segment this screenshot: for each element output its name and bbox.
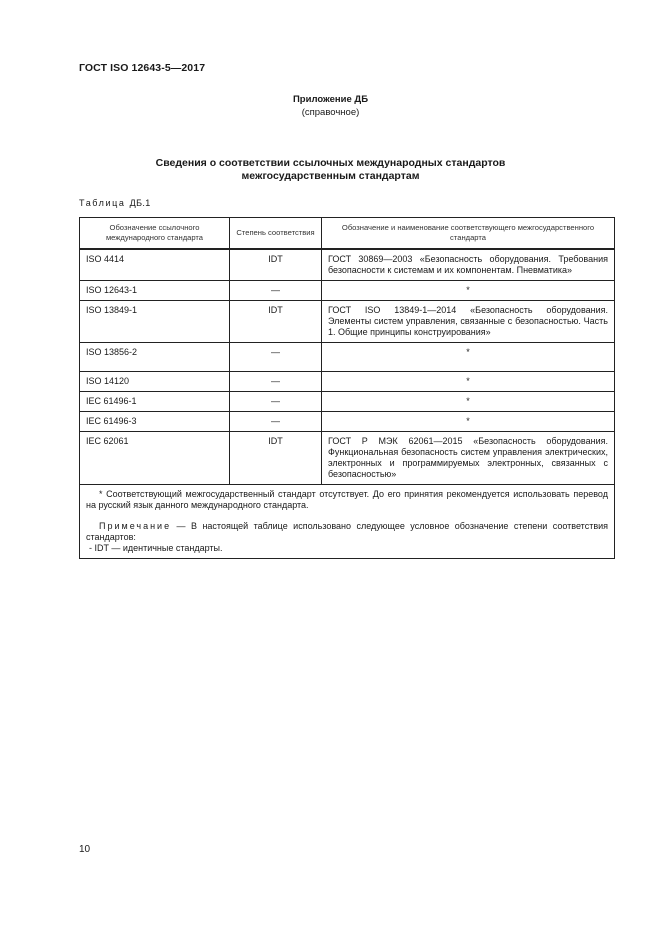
cell-degree: IDT <box>230 432 322 485</box>
section-title-line-1: Сведения о соответствии ссылочных международных стандартов <box>155 157 506 169</box>
appendix-title: Приложение ДБ <box>292 94 369 105</box>
table-caption-label: Таблица <box>79 198 126 208</box>
cell-national-standard: * <box>322 372 615 392</box>
cell-national-standard: ГОСТ Р МЭК 62061—2015 «Безопасность оборудования. Функциональная безопасность систем управления электрических, электронных и программируемых электронных, связанных с безопасностью» <box>322 432 615 485</box>
note-list-item: - IDT — идентичные стандарты. <box>89 543 223 553</box>
appendix-heading <box>0 93 661 119</box>
table-header-row <box>80 218 615 250</box>
table-row <box>80 392 615 412</box>
table-note <box>86 521 608 543</box>
cell-national-standard: * <box>322 343 615 372</box>
cell-intl-standard: IEC 62061 <box>80 432 230 485</box>
cell-national-standard: ГОСТ ISO 13849-1—2014 «Безопасность оборудования. Элементы систем управления, связанные с безопасностью. Часть 1. Общие принципы конструирования» <box>322 301 615 343</box>
cell-degree: — <box>230 392 322 412</box>
cell-degree: — <box>230 412 322 432</box>
cell-intl-standard: ISO 13849-1 <box>80 301 230 343</box>
cell-intl-standard: ISO 13856-2 <box>80 343 230 372</box>
document-code: ГОСТ ISO 12643-5—2017 <box>79 62 206 74</box>
correspondence-table <box>79 217 615 559</box>
table-row <box>80 343 615 372</box>
table-footnote: * Соответствующий межгосударственный стандарт отсутствует. До его принятия рекомендуется использовать перевод на русский язык данного международного стандарта. <box>86 489 608 510</box>
column-header-intl-standard: Обозначение ссылочного международного стандарта <box>80 218 230 250</box>
page-number: 10 <box>79 844 91 855</box>
cell-degree: IDT <box>230 249 322 281</box>
cell-degree: — <box>230 372 322 392</box>
cell-national-standard: ГОСТ 30869—2003 «Безопасность оборудования. Требования безопасности к системам и их компонентам. Пневматика» <box>322 249 615 281</box>
cell-intl-standard: ISO 4414 <box>80 249 230 281</box>
section-title-line-2: межгосударственным стандартам <box>241 170 420 182</box>
table-caption-number: ДБ.1 <box>129 198 151 208</box>
cell-degree: IDT <box>230 301 322 343</box>
table-row <box>80 301 615 343</box>
table-footnote-cell <box>80 485 615 559</box>
table-caption <box>79 198 151 208</box>
appendix-subtitle: (справочное) <box>301 107 360 118</box>
table-row <box>80 249 615 281</box>
table-footer-row <box>80 485 615 559</box>
cell-national-standard: * <box>322 281 615 301</box>
note-text: — В настоящей таблице использовано следующее условное обозначение степени соответствия стандартов: <box>86 521 608 542</box>
column-header-degree: Степень соответствия <box>230 218 322 250</box>
section-title <box>0 157 661 183</box>
table-row <box>80 432 615 485</box>
cell-national-standard: * <box>322 392 615 412</box>
table-row <box>80 281 615 301</box>
table-row <box>80 412 615 432</box>
cell-intl-standard: IEC 61496-1 <box>80 392 230 412</box>
cell-national-standard: * <box>322 412 615 432</box>
note-label: Примечание <box>99 521 172 531</box>
cell-intl-standard: ISO 14120 <box>80 372 230 392</box>
cell-intl-standard: IEC 61496-3 <box>80 412 230 432</box>
cell-degree: — <box>230 343 322 372</box>
column-header-national-standard: Обозначение и наименование соответствующего межгосударственного стандарта <box>322 218 615 250</box>
table-row <box>80 372 615 392</box>
cell-intl-standard: ISO 12643-1 <box>80 281 230 301</box>
cell-degree: — <box>230 281 322 301</box>
